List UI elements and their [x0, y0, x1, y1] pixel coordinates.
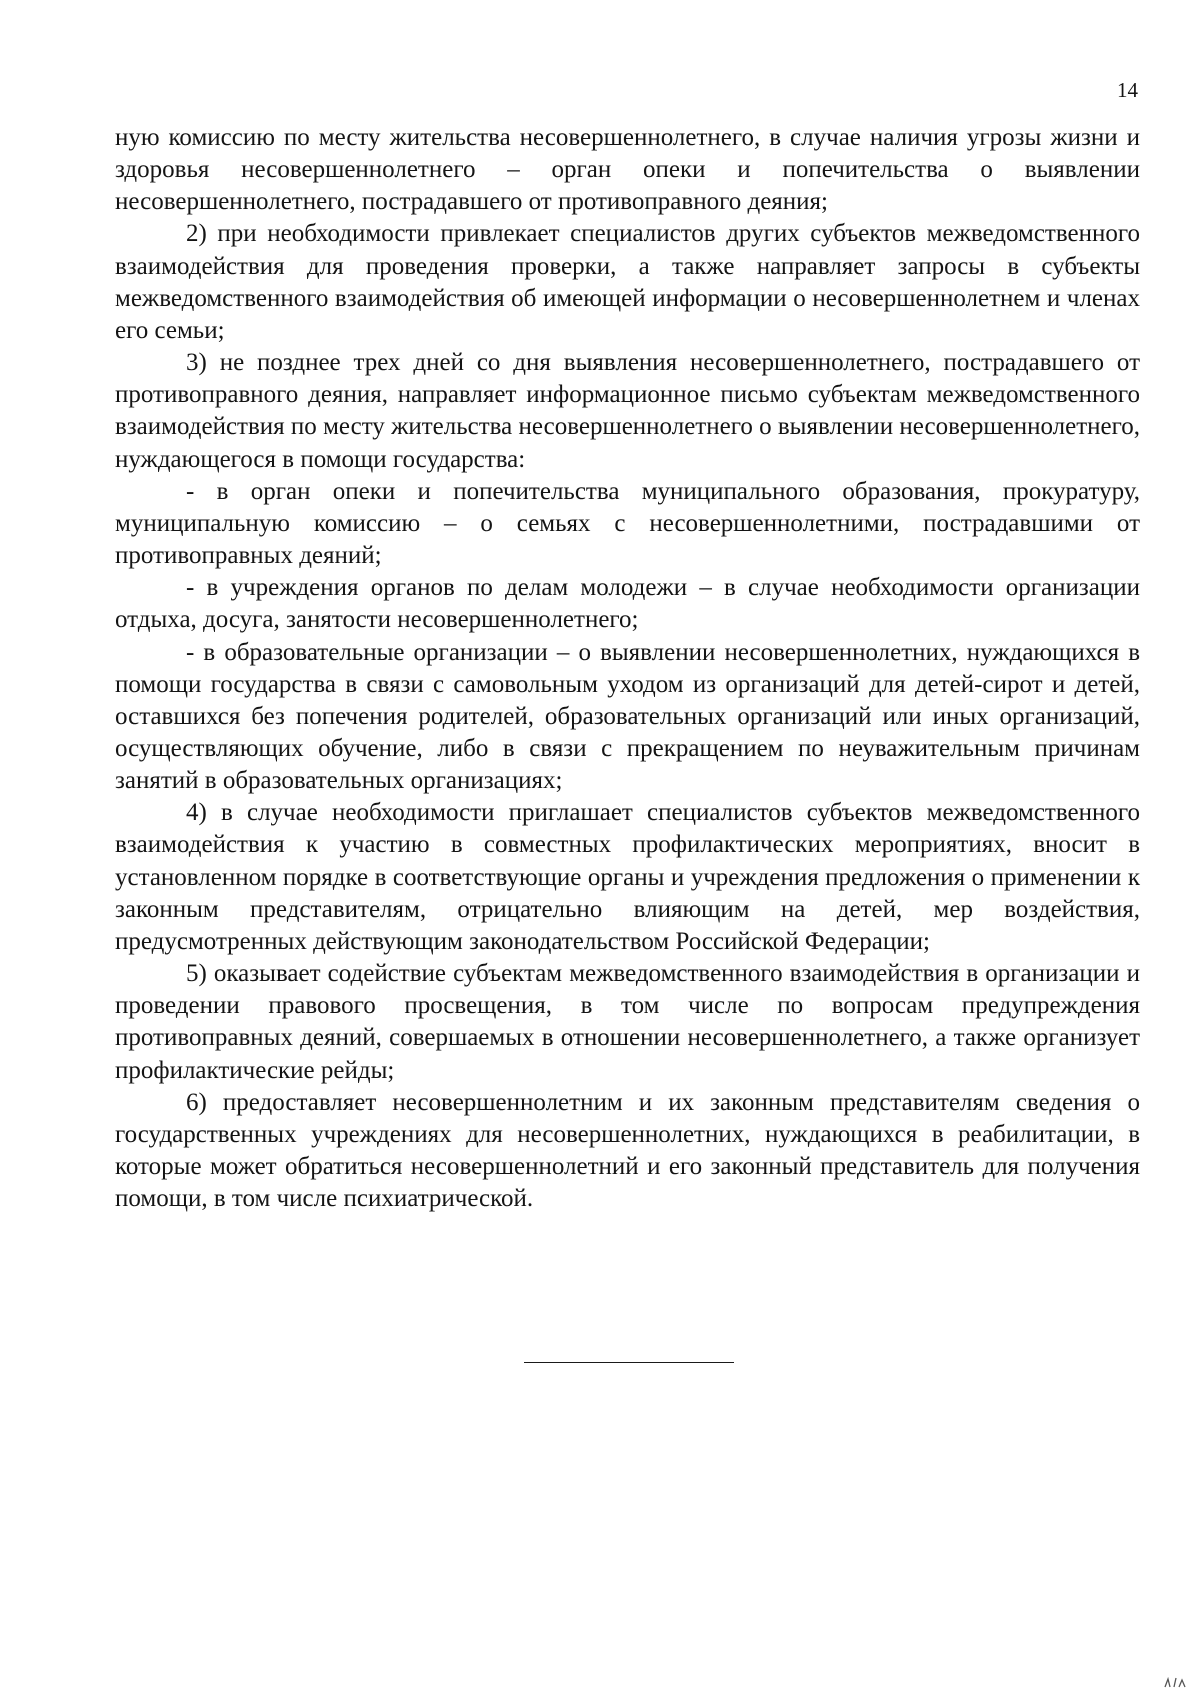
- paragraph-item-6: 6) предоставляет несовершеннолетним и их законным представителям сведения о государственных учреждениях для несовершеннолетних, нуждающихся в реабилитации, в которые может обратиться несовершеннолетний и его законный представитель для получения помощи, в том числе психиатрической.: [115, 1088, 1140, 1213]
- end-of-document-rule: [524, 1362, 734, 1363]
- paragraph-item-4: 4) в случае необходимости приглашает специалистов субъектов межведомственного взаимодействия к участию в совместных профилактических мероприятиях, вносит в установленном порядке в соответствующие органы и учреждения предложения о применении к законным представителям, отрицательно влияющим на детей, мер воздействия, предусмотренных действующим законодательством Российской Федерации;: [115, 799, 1140, 955]
- paragraph-bullet-educational: - в образовательные организации – о выявлении несовершеннолетних, нуждающихся в помощи государства в связи с самовольным уходом из организаций для детей-сирот и детей, оставшихся без попечения родителей, образовательных организаций или иных организаций, осуществляющих обучение, либо в связи с прекращением по неуважительным причинам занятий в образовательных организациях;: [115, 638, 1140, 795]
- paragraph-continuation: ную комиссию по месту жительства несовершеннолетнего, в случае наличия угрозы жизни и здоровья несовершеннолетнего – орган опеки и попечительства о выявлении несовершеннолетнего, пострадавшего от противоправного деяния;: [115, 124, 1140, 216]
- page-number: 14: [1117, 78, 1138, 102]
- paragraph-item-5: 5) оказывает содействие субъектам межведомственного взаимодействия в организации и проведении правового просвещения, в том числе по вопросам предупреждения противоправных деяний, совершаемых в отношении несовершеннолетнего, а также организует профилактические рейды;: [115, 960, 1140, 1084]
- document-body: [115, 122, 1140, 1215]
- paragraph-bullet-guardianship: - в орган опеки и попечительства муниципального образования, прокуратуру, муниципальную комиссию – о семьях с несовершеннолетними, пострадавшими от противоправных деяний;: [115, 477, 1140, 570]
- paragraph-item-2: 2) при необходимости привлекает специалистов других субъектов межведомственного взаимодействия для проведения проверки, а также направляет запросы в субъекты межведомственного взаимодействия об имеющей информации о несовершеннолетнем и членах его семьи;: [115, 220, 1140, 344]
- scan-artifact-mark: [1162, 1675, 1188, 1689]
- paragraph-bullet-youth-affairs: - в учреждения органов по делам молодежи – в случае необходимости организации отдыха, досуга, занятости несовершеннолетнего;: [115, 574, 1140, 634]
- paragraph-item-3: 3) не позднее трех дней со дня выявления несовершеннолетнего, пострадавшего от противоправного деяния, направляет информационное письмо субъектам межведомственного взаимодействия по месту жительства несовершеннолетнего о выявлении несовершеннолетнего, нуждающегося в помощи государства:: [115, 349, 1140, 473]
